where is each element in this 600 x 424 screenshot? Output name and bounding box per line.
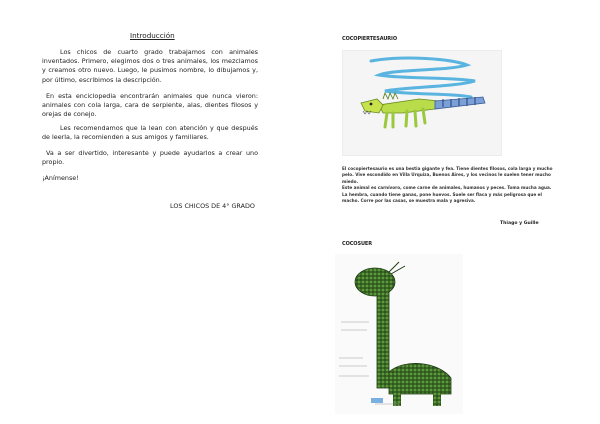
entry1-description-line-3: La hembra, cuando tiene ganas, pone huevos. Suele ser flaca y más peligrosa que el macho. Corre por las casas, se muestra mala y agresiva. <box>342 191 542 204</box>
entry2-heading: COCOSUER <box>342 241 372 247</box>
cocosuer-drawing <box>335 254 463 414</box>
right-page <box>300 0 600 424</box>
intro-paragraph-4: Va a ser divertido, interesante y puede ayudarlos a crear uno propio. <box>42 149 258 167</box>
cocopiertesaurio-drawing <box>342 50 502 156</box>
entry1-author: Thiago y Guille <box>500 221 539 226</box>
entry1-description-line-1: El cocopiertesaurio es una bestia gigante y fea. Tiene dientes filosos, cola larga y mucho pelo. Vive escondido en Villa Urquiza, Buenos Aires, y los vecinos le suelen tener mucho miedo. <box>342 166 553 184</box>
dinosaur-illustration <box>335 254 463 414</box>
intro-title: Introducción <box>130 31 175 40</box>
intro-paragraph-1: Los chicos de cuarto grado trabajamos con animales inventados. Primero, elegimos dos o tres animales, los mezclamos y creamos otro nuevo. Luego, le pusimos nombre, lo dibujamos y, por último, escribimos la descripción. <box>42 48 258 84</box>
entry1-description <box>342 166 554 204</box>
intro-signature: LOS CHICOS DE 4° GRADO <box>170 202 255 210</box>
entry1-description-line-2: Este animal es carnívoro, come carne de animales, humanos y peces. Toma mucha agua. <box>342 185 552 191</box>
dragon-illustration <box>343 51 501 155</box>
intro-paragraph-2: En esta enciclopedia encontrarán animales que nunca vieron: animales con cola larga, cara de serpiente, alas, dientes filosos y orejas de conejo. <box>42 92 258 119</box>
intro-paragraph-5: ¡Anímense! <box>42 174 79 182</box>
entry1-heading: COCOPIERTESAURIO <box>342 36 397 42</box>
intro-paragraph-3: Les recomendamos que la lean con atención y que después de leerla, la recomienden a sus amigos y familiares. <box>42 124 258 142</box>
